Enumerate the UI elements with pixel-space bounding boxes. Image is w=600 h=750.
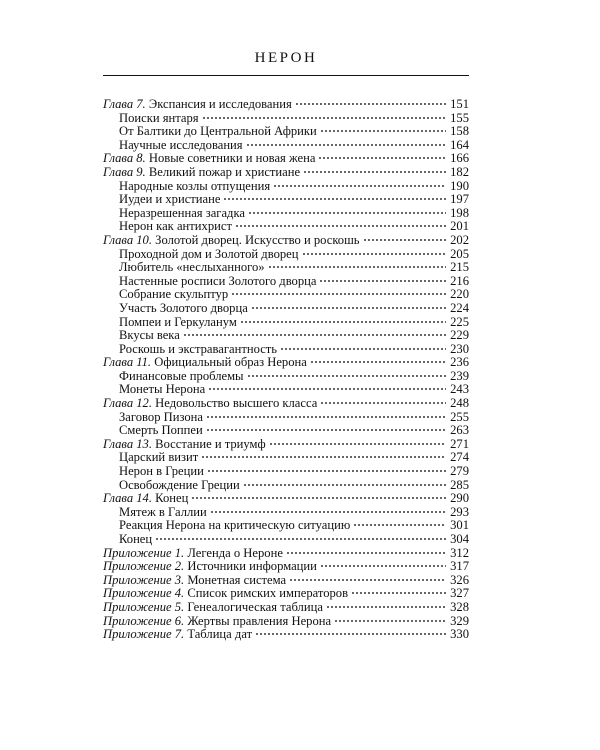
chapter-label: Глава 7. <box>103 97 146 111</box>
entry-text: Финансовые проблемы <box>119 368 244 383</box>
dot-leader <box>273 185 446 187</box>
chapter-label: Приложение 5. <box>103 599 185 614</box>
toc-entry-title <box>103 615 331 629</box>
toc-entry-title <box>103 424 203 438</box>
page-number: 190 <box>450 178 469 193</box>
entry-text: Неразрешенная загадка <box>119 205 245 220</box>
toc-entry-title <box>103 601 323 615</box>
toc-entry-title <box>103 560 317 574</box>
dot-leader <box>251 307 446 309</box>
entry-text: Генеалогическая таблица <box>187 599 323 614</box>
table-of-contents <box>103 98 469 642</box>
entry-text: Роскошь и экстравагантность <box>119 341 278 356</box>
chapter-label: Приложение 7. <box>103 627 185 642</box>
dot-leader <box>246 144 446 146</box>
dot-leader <box>202 117 446 119</box>
entry-text: Жертвы правления Нерона <box>187 613 332 628</box>
page-number: 329 <box>450 613 469 628</box>
page-number: 164 <box>450 137 469 152</box>
dot-leader <box>210 511 446 513</box>
toc-entry-title <box>103 166 300 180</box>
page-number: 205 <box>450 246 469 261</box>
page-number: 151 <box>450 97 469 111</box>
dot-leader <box>286 552 446 554</box>
chapter-label: Приложение 2. <box>103 559 185 574</box>
entry-text: Заговор Пизона <box>119 409 204 424</box>
entry-text: Народные козлы отпущения <box>119 178 271 193</box>
dot-leader <box>326 606 446 608</box>
toc-entry-title <box>103 152 315 166</box>
toc-entry-title <box>103 628 252 642</box>
toc-entry-title <box>103 533 152 547</box>
entry-text: Монетная система <box>187 572 287 587</box>
toc-section-entry <box>103 261 469 275</box>
toc-section-entry <box>103 125 469 139</box>
dot-leader <box>320 130 446 132</box>
page-number: 326 <box>450 572 469 587</box>
toc-section-entry <box>103 112 469 126</box>
chapter-label: Приложение 6. <box>103 613 185 628</box>
page-number: 317 <box>450 559 469 574</box>
page-number: 279 <box>450 464 469 479</box>
toc-chapter-entry <box>103 601 469 615</box>
entry-text: Великий пожар и христиане <box>148 164 301 179</box>
page-number: 243 <box>450 382 469 397</box>
toc-entry-title <box>103 193 220 207</box>
toc-section-entry <box>103 519 469 533</box>
page-number: 224 <box>450 300 469 315</box>
toc-entry-title <box>103 479 240 493</box>
dot-leader <box>320 402 446 404</box>
dot-leader <box>248 212 446 214</box>
toc-section-entry <box>103 424 469 438</box>
page-number: 248 <box>450 396 469 411</box>
toc-chapter-entry <box>103 560 469 574</box>
toc-section-entry <box>103 370 469 384</box>
dot-leader <box>319 280 446 282</box>
toc-chapter-entry <box>103 628 469 642</box>
toc-section-entry <box>103 506 469 520</box>
toc-chapter-entry <box>103 166 469 180</box>
page-number: 215 <box>450 260 469 275</box>
page-number: 301 <box>450 518 469 533</box>
page-number: 229 <box>450 328 469 343</box>
dot-leader <box>207 470 446 472</box>
toc-section-entry <box>103 139 469 153</box>
toc-section-entry <box>103 302 469 316</box>
entry-text: Иудеи и христиане <box>119 192 221 207</box>
header-rule <box>103 75 469 76</box>
page-number: 312 <box>450 545 469 560</box>
toc-chapter-entry <box>103 98 469 112</box>
toc-entry-title <box>103 316 237 330</box>
dot-leader <box>318 157 446 159</box>
entry-text: Экспансия и исследования <box>148 97 292 111</box>
page-number: 293 <box>450 504 469 519</box>
dot-leader <box>208 388 446 390</box>
page-number: 271 <box>450 436 469 451</box>
dot-leader <box>206 429 446 431</box>
toc-entry-title <box>103 261 265 275</box>
chapter-label: Приложение 3. <box>103 572 185 587</box>
toc-entry-title <box>103 587 348 601</box>
page-number: 216 <box>450 273 469 288</box>
toc-entry-title <box>103 98 292 112</box>
page-number: 239 <box>450 368 469 383</box>
page-number: 290 <box>450 491 469 506</box>
entry-text: Нерон в Греции <box>119 464 204 479</box>
entry-text: Любитель «неслыханного» <box>119 260 265 275</box>
dot-leader <box>243 484 446 486</box>
page-number: 155 <box>450 110 469 125</box>
entry-text: Новые советники и новая жена <box>148 151 316 166</box>
toc-section-entry <box>103 248 469 262</box>
toc-entry-title <box>103 234 360 248</box>
toc-entry-title <box>103 180 270 194</box>
toc-entry-title <box>103 329 180 343</box>
toc-entry-title <box>103 220 232 234</box>
toc-section-entry <box>103 207 469 221</box>
chapter-label: Глава 12. <box>103 396 153 411</box>
entry-text: Смерть Поппеи <box>119 423 203 438</box>
page-number: 220 <box>450 287 469 302</box>
dot-leader <box>240 321 446 323</box>
toc-section-entry <box>103 411 469 425</box>
entry-text: Освобождение Греции <box>119 477 240 492</box>
dot-leader <box>295 103 446 105</box>
chapter-label: Глава 14. <box>103 491 153 506</box>
toc-entry-title <box>103 451 198 465</box>
toc-entry-title <box>103 506 207 520</box>
page-number: 166 <box>450 151 469 166</box>
dot-leader <box>231 293 446 295</box>
chapter-label: Глава 11. <box>103 355 152 370</box>
page-number: 182 <box>450 164 469 179</box>
entry-text: Собрание скульптур <box>119 287 229 302</box>
dot-leader <box>310 361 446 363</box>
toc-entry-title <box>103 248 299 262</box>
entry-text: Восстание и триумф <box>155 436 266 451</box>
dot-leader <box>206 416 446 418</box>
dot-leader <box>183 334 446 336</box>
toc-entry-title <box>103 397 317 411</box>
page-number: 158 <box>450 124 469 139</box>
chapter-label: Приложение 4. <box>103 586 185 601</box>
dot-leader <box>191 497 446 499</box>
toc-entry-title <box>103 207 245 221</box>
page-number: 230 <box>450 341 469 356</box>
toc-entry-title <box>103 125 317 139</box>
dot-leader <box>289 579 446 581</box>
toc-chapter-entry <box>103 492 469 506</box>
dot-leader <box>247 375 446 377</box>
dot-leader <box>363 239 446 241</box>
entry-text: Участь Золотого дворца <box>119 300 248 315</box>
entry-text: Помпеи и Геркуланум <box>119 314 237 329</box>
page-number: 328 <box>450 599 469 614</box>
page-number: 263 <box>450 423 469 438</box>
entry-text: Легенда о Нероне <box>187 545 283 560</box>
page-number: 255 <box>450 409 469 424</box>
dot-leader <box>334 620 446 622</box>
dot-leader <box>303 171 446 173</box>
entry-text: Нерон как антихрист <box>119 219 232 234</box>
toc-section-entry <box>103 316 469 330</box>
dot-leader <box>269 443 446 445</box>
dot-leader <box>223 198 446 200</box>
toc-section-entry <box>103 533 469 547</box>
entry-text: От Балтики до Центральной Африки <box>119 124 317 139</box>
dot-leader <box>320 565 446 567</box>
page-number: 201 <box>450 219 469 234</box>
entry-text: Список римских императоров <box>187 586 349 601</box>
entry-text: Поиски янтаря <box>119 110 199 125</box>
toc-section-entry <box>103 479 469 493</box>
entry-text: Реакция Нерона на критическую ситуацию <box>119 518 351 533</box>
toc-section-entry <box>103 193 469 207</box>
toc-section-entry <box>103 220 469 234</box>
toc-section-entry <box>103 329 469 343</box>
toc-chapter-entry <box>103 587 469 601</box>
chapter-label: Глава 10. <box>103 232 153 247</box>
toc-section-entry <box>103 180 469 194</box>
toc-entry-title <box>103 370 244 384</box>
page-number: 236 <box>450 355 469 370</box>
entry-text: Мятеж в Галлии <box>119 504 207 519</box>
chapter-label: Приложение 1. <box>103 545 185 560</box>
entry-text: Вкусы века <box>119 328 180 343</box>
entry-text: Проходной дом и Золотой дворец <box>119 246 299 261</box>
toc-entry-title <box>103 547 283 561</box>
dot-leader <box>280 348 446 350</box>
toc-chapter-entry <box>103 547 469 561</box>
dot-leader <box>302 253 447 255</box>
toc-section-entry <box>103 343 469 357</box>
toc-chapter-entry <box>103 615 469 629</box>
toc-entry-title <box>103 465 204 479</box>
toc-entry-title <box>103 112 199 126</box>
toc-chapter-entry <box>103 397 469 411</box>
toc-entry-title <box>103 411 203 425</box>
entry-text: Научные исследования <box>119 137 243 152</box>
entry-text: Официальный образ Нерона <box>154 355 307 370</box>
toc-section-entry <box>103 465 469 479</box>
toc-section-entry <box>103 275 469 289</box>
dot-leader <box>235 225 446 227</box>
page-number: 304 <box>450 532 469 546</box>
entry-text: Монеты Нерона <box>119 382 206 397</box>
dot-leader <box>201 456 446 458</box>
page-number: 330 <box>450 627 469 642</box>
page-number: 225 <box>450 314 469 329</box>
dot-leader <box>255 633 446 635</box>
dot-leader <box>353 524 446 526</box>
toc-entry-title <box>103 139 243 153</box>
toc-entry-title <box>103 343 277 357</box>
entry-text: Царский визит <box>119 450 199 465</box>
page-number: 202 <box>450 232 469 247</box>
toc-entry-title <box>103 288 228 302</box>
entry-text: Таблица дат <box>187 627 253 642</box>
toc-chapter-entry <box>103 574 469 588</box>
toc-entry-title <box>103 519 350 533</box>
toc-entry-title <box>103 492 188 506</box>
toc-chapter-entry <box>103 356 469 370</box>
entry-text: Источники информации <box>187 559 317 574</box>
page-number: 197 <box>450 192 469 207</box>
toc-section-entry <box>103 288 469 302</box>
chapter-label: Глава 13. <box>103 436 153 451</box>
dot-leader <box>155 538 446 540</box>
toc-section-entry <box>103 451 469 465</box>
running-header: НЕРОН <box>254 50 318 66</box>
toc-entry-title <box>103 302 248 316</box>
page-number: 285 <box>450 477 469 492</box>
chapter-label: Глава 8. <box>103 151 146 166</box>
entry-text: Конец <box>119 532 153 546</box>
entry-text: Недовольство высшего класса <box>155 396 318 411</box>
toc-entry-title <box>103 275 316 289</box>
toc-chapter-entry <box>103 152 469 166</box>
toc-chapter-entry <box>103 438 469 452</box>
toc-section-entry <box>103 383 469 397</box>
page-number: 274 <box>450 450 469 465</box>
entry-text: Золотой дворец. Искусство и роскошь <box>155 232 360 247</box>
toc-chapter-entry <box>103 234 469 248</box>
dot-leader <box>351 592 446 594</box>
dot-leader <box>268 266 446 268</box>
entry-text: Настенные росписи Золотого дворца <box>119 273 317 288</box>
toc-entry-title <box>103 356 307 370</box>
toc-entry-title <box>103 383 205 397</box>
page-number: 198 <box>450 205 469 220</box>
page-number: 327 <box>450 586 469 601</box>
toc-entry-title <box>103 574 286 588</box>
entry-text: Конец <box>155 491 189 506</box>
toc-entry-title <box>103 438 266 452</box>
chapter-label: Глава 9. <box>103 164 146 179</box>
